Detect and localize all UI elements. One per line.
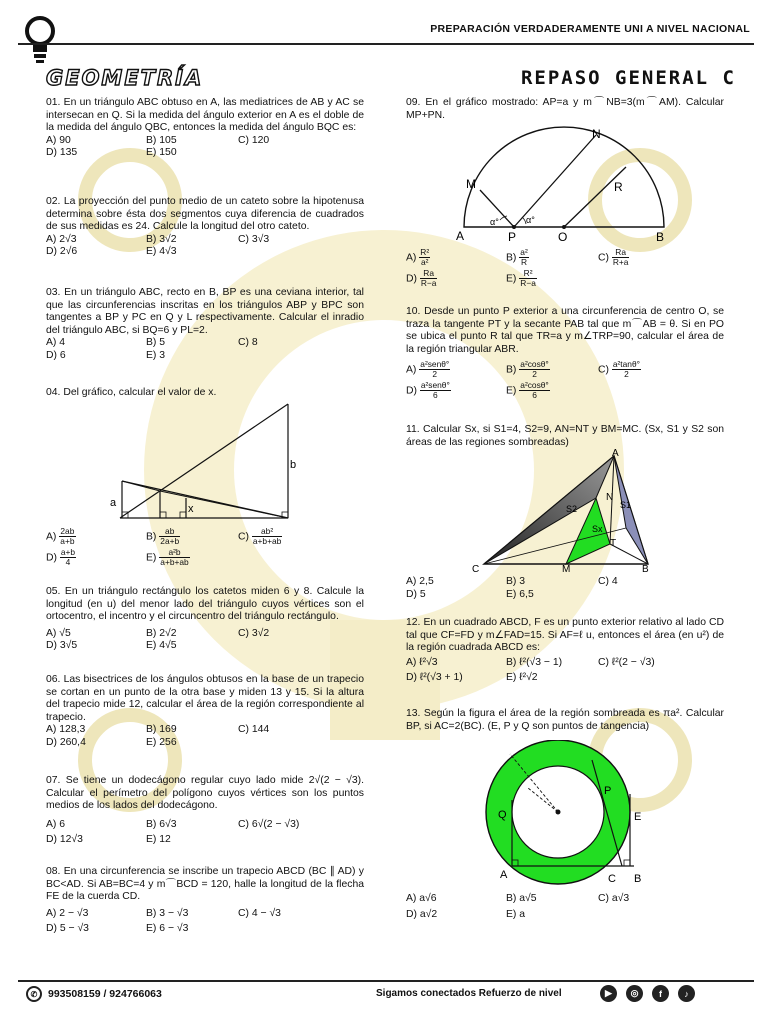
label-N: N [592, 127, 601, 141]
option: A) 6 [46, 818, 66, 830]
question-text: 08. En una circunferencia se inscribe un trapecio ABCD (BC ∥ AD) y BC<AD. Si AB=BC=4 y m⌒BCD = 120, halle la longitud de la flecha FE de la cuerda CD. [46, 866, 364, 903]
option: D) ℓ²(√3 + 1) [406, 672, 463, 684]
tiktok-icon[interactable]: ♪ [678, 985, 695, 1002]
option: D) 2√6 [46, 246, 78, 258]
label-B: B [642, 564, 649, 575]
question-text: 11. Calcular Sx, si S1=4, S2=9, AN=NT y BM=MC. (Sx, S1 y S2 son áreas de las regiones sombreadas) [406, 424, 724, 448]
option: E) $\frac{\text{R²}}{R-a}$ [506, 268, 536, 288]
label-A: A [456, 229, 465, 243]
question-09 [406, 97, 724, 122]
label-alpha: α° [490, 217, 499, 227]
option: E) 150 [146, 147, 177, 159]
header-rule [18, 43, 754, 45]
lightbulb-logo-icon [20, 14, 60, 64]
label-Q: Q [498, 809, 507, 821]
option: B) $\frac{\text{a²cosθ°}}{2}$ [506, 359, 549, 380]
option: B) 169 [146, 724, 177, 736]
label-A: A [612, 448, 619, 459]
label-x: x [188, 503, 194, 515]
option: D) $\frac{a+b}{4}$ [46, 547, 76, 567]
question-text: 06. Las bisectrices de los ángulos obtusos en la base de un trapecio se cortan en un punto de la otra base y miden 13 y 15. Si la altura del trapecio mide 12, calcular el área de la región correspondiente al trapecio. [46, 674, 364, 723]
question-03 [46, 287, 364, 363]
label-S1: S1 [620, 500, 632, 510]
option: E) 4√5 [146, 640, 177, 652]
label-a: a [110, 497, 117, 509]
footer-phones: 993508159 / 924766063 [48, 988, 162, 1000]
option: C) 144 [238, 724, 270, 736]
option: A) $\frac{\text{R²}}{\text{a²}}$ [406, 247, 430, 267]
youtube-icon[interactable]: ▶ [600, 985, 617, 1002]
question-13 [406, 708, 724, 733]
q13-options [406, 893, 724, 921]
label-S2: S2 [566, 504, 578, 514]
option: C) a√3 [598, 893, 630, 904]
label-R: R [614, 180, 623, 194]
question-text: 02. La proyección del punto medio de un cateto sobre la hipotenusa determina sobre ésta dos segmentos cuya diferencia de cuadrados de sus medidas es 24. Calcule la longitud del otro cateto. [46, 196, 364, 233]
label-M: M [466, 177, 476, 191]
option: B) 105 [146, 134, 177, 146]
option: D) $\frac{Ra}{R-a}$ [406, 268, 437, 288]
option: B) $\frac{ab}{2a+b}$ [146, 526, 180, 546]
label-B: B [634, 873, 642, 885]
option: E) 3 [146, 349, 166, 361]
option: C) 4 − √3 [238, 907, 281, 919]
label-O: O [558, 230, 568, 244]
facebook-icon[interactable]: f [652, 985, 669, 1002]
question-02 [46, 196, 364, 259]
footer-connect-text: Sigamos conectados Refuerzo de nivel [376, 988, 562, 999]
q11-options [406, 576, 724, 601]
question-text: 05. En un triángulo rectángulo los catetos miden 6 y 8. Calcule la longitud (en u) del menor lado del triángulo cuyos vértices son el ortocentro, el incentro y el circuncentro del triángulo rectángulo. [46, 586, 364, 623]
question-05 [46, 586, 364, 653]
option: C) ℓ²(2 − √3) [598, 656, 655, 668]
option: D) 135 [46, 147, 78, 159]
option: A) √5 [46, 627, 71, 639]
question-06 [46, 674, 364, 750]
option: D) $\frac{\text{a²senθ°}}{6}$ [406, 380, 450, 401]
label-P: P [604, 785, 612, 797]
option: E) 4√3 [146, 246, 177, 258]
whatsapp-icon: ✆ [26, 986, 42, 1002]
option: E) $\frac{\text{a²b}}{a+b+ab}$ [146, 547, 189, 567]
question-text: 04. Del gráfico, calcular el valor de x. [46, 387, 217, 398]
option: B) $\frac{\text{a²}}{R}$ [506, 247, 528, 267]
q09-options [406, 248, 724, 288]
question-text: 07. Se tiene un dodecágono regular cuyo lado mide 2√(2 − √3). Calcular el perímetro del polígono cuyos vértices son los puntos medios de los lados del dodecágono. [46, 775, 364, 812]
label-alpha: α° [526, 215, 535, 225]
option: C) 6√(2 − √3) [238, 818, 300, 830]
option: B) 3 [506, 576, 526, 587]
question-07 [46, 775, 364, 847]
option: A) a√6 [406, 893, 437, 904]
option: C) $\frac{Ra}{R+a}$ [598, 247, 629, 267]
figure-q09 [450, 125, 680, 245]
label-P: P [508, 230, 517, 244]
option: C) $\frac{\text{ab²}}{a+b+ab}$ [238, 526, 282, 546]
label-N: N [606, 492, 614, 503]
option: B) 3 − √3 [146, 907, 189, 919]
question-11 [406, 424, 724, 449]
label-M: M [562, 564, 571, 575]
option: D) 6 [46, 349, 66, 361]
figure-q11 [470, 448, 670, 576]
option: E) a [506, 908, 526, 920]
social-links [600, 985, 695, 1002]
label-Sx: Sx [592, 524, 603, 534]
topic-title: REPASO GENERAL C [520, 67, 736, 89]
instagram-icon[interactable]: ◎ [626, 985, 643, 1002]
question-10 [406, 306, 724, 400]
question-01 [46, 97, 364, 160]
option: A) 2 − √3 [46, 907, 89, 919]
option: C) $\frac{\text{a²tanθ°}}{2}$ [598, 359, 640, 380]
option: B) 3√2 [146, 233, 177, 245]
question-text: 01. En un triángulo ABC obtuso en A, las mediatrices de AB y AC se intersecan en Q. Si la medida del ángulo exterior en A es el doble de la medida del ángulo QBC, entonces la medida del ángulo BQC es: [46, 97, 364, 134]
option: D) 260,4 [46, 736, 86, 748]
option: E) 256 [146, 736, 177, 748]
label-B: B [656, 230, 665, 244]
figure-q04 [100, 398, 310, 524]
option: D) 5 [406, 588, 426, 600]
option: E) 6,5 [506, 588, 534, 600]
option: B) 6√3 [146, 818, 177, 830]
question-text: 09. En el gráfico mostrado: AP=a y m⌒NB=3(m⌒AM). Calcular MP+PN. [406, 97, 724, 121]
option: E) 12 [146, 834, 171, 846]
option: A) ℓ²√3 [406, 656, 438, 668]
option: E) $\frac{\text{a²cosθ°}}{6}$ [506, 380, 549, 401]
option: D) a√2 [406, 908, 438, 920]
option: A) 4 [46, 337, 66, 349]
label-A: A [500, 869, 508, 881]
option: B) a√5 [506, 893, 537, 904]
label-E: E [634, 811, 642, 823]
option: D) 3√5 [46, 640, 78, 652]
question-text: 10. Desde un punto P exterior a una circunferencia de centro O, se traza la tangente PT y la secante PAB tal que m⌒AB = θ. Si en PO se ubica el punto R tal que TR=a y m∠TRP=90, calcular el área de la región triangular ABR. [406, 306, 724, 355]
option: A) 2√3 [46, 233, 77, 245]
option: A) 90 [46, 134, 71, 146]
label-T: T [610, 538, 617, 549]
q04-options [46, 527, 364, 567]
option: C) 3√2 [238, 627, 270, 639]
footer-rule [18, 980, 754, 982]
option: C) 8 [238, 337, 258, 349]
question-text: 03. En un triángulo ABC, recto en B, BP es una ceviana interior, tal que las circunferencias inscritas en los triángulos ABP y BPC son tangentes a BP y PC en Q y L respectivamente. Calcular el inradio del triángulo ABC, si BQ=6 y PL=2. [46, 287, 364, 336]
option: B) ℓ²(√3 − 1) [506, 656, 563, 668]
option: A) 128,3 [46, 724, 86, 736]
question-08 [46, 866, 364, 936]
option: C) 120 [238, 134, 270, 146]
option: E) ℓ²√2 [506, 672, 538, 684]
label-C: C [608, 873, 616, 885]
option: A) $\frac{\text{a²senθ°}}{2}$ [406, 359, 450, 380]
question-text: 13. Según la figura el área de la región sombreada es πa². Calcular BP, si AC=2(BC). (E, P y Q son puntos de tangencia) [406, 708, 724, 732]
option: D) 12√3 [46, 834, 83, 846]
figure-q13 [470, 740, 670, 890]
option: A) $\frac{2ab}{a+b}$ [46, 526, 75, 546]
option: C) 4 [598, 576, 618, 587]
question-text: 12. En un cuadrado ABCD, F es un punto exterior relativo al lado CD tal que CF=FD y m∠FAD=15. Si AF=ℓ u, entonces el área (en u²) de la región cuadrada ABCD es: [406, 617, 724, 654]
option: B) 5 [146, 337, 166, 349]
option: B) 2√2 [146, 627, 177, 639]
header-tagline: PREPARACIÓN VERDADERAMENTE UNI A NIVEL NACIONAL [430, 23, 750, 35]
option: E) 6 − √3 [146, 923, 189, 935]
label-b: b [290, 459, 297, 471]
option: A) 2,5 [406, 576, 434, 587]
subject-title: GEOMETRÍA [46, 66, 204, 90]
question-12 [406, 617, 724, 685]
option: D) 5 − √3 [46, 923, 89, 935]
label-C: C [472, 564, 480, 575]
option: C) 3√3 [238, 233, 270, 245]
